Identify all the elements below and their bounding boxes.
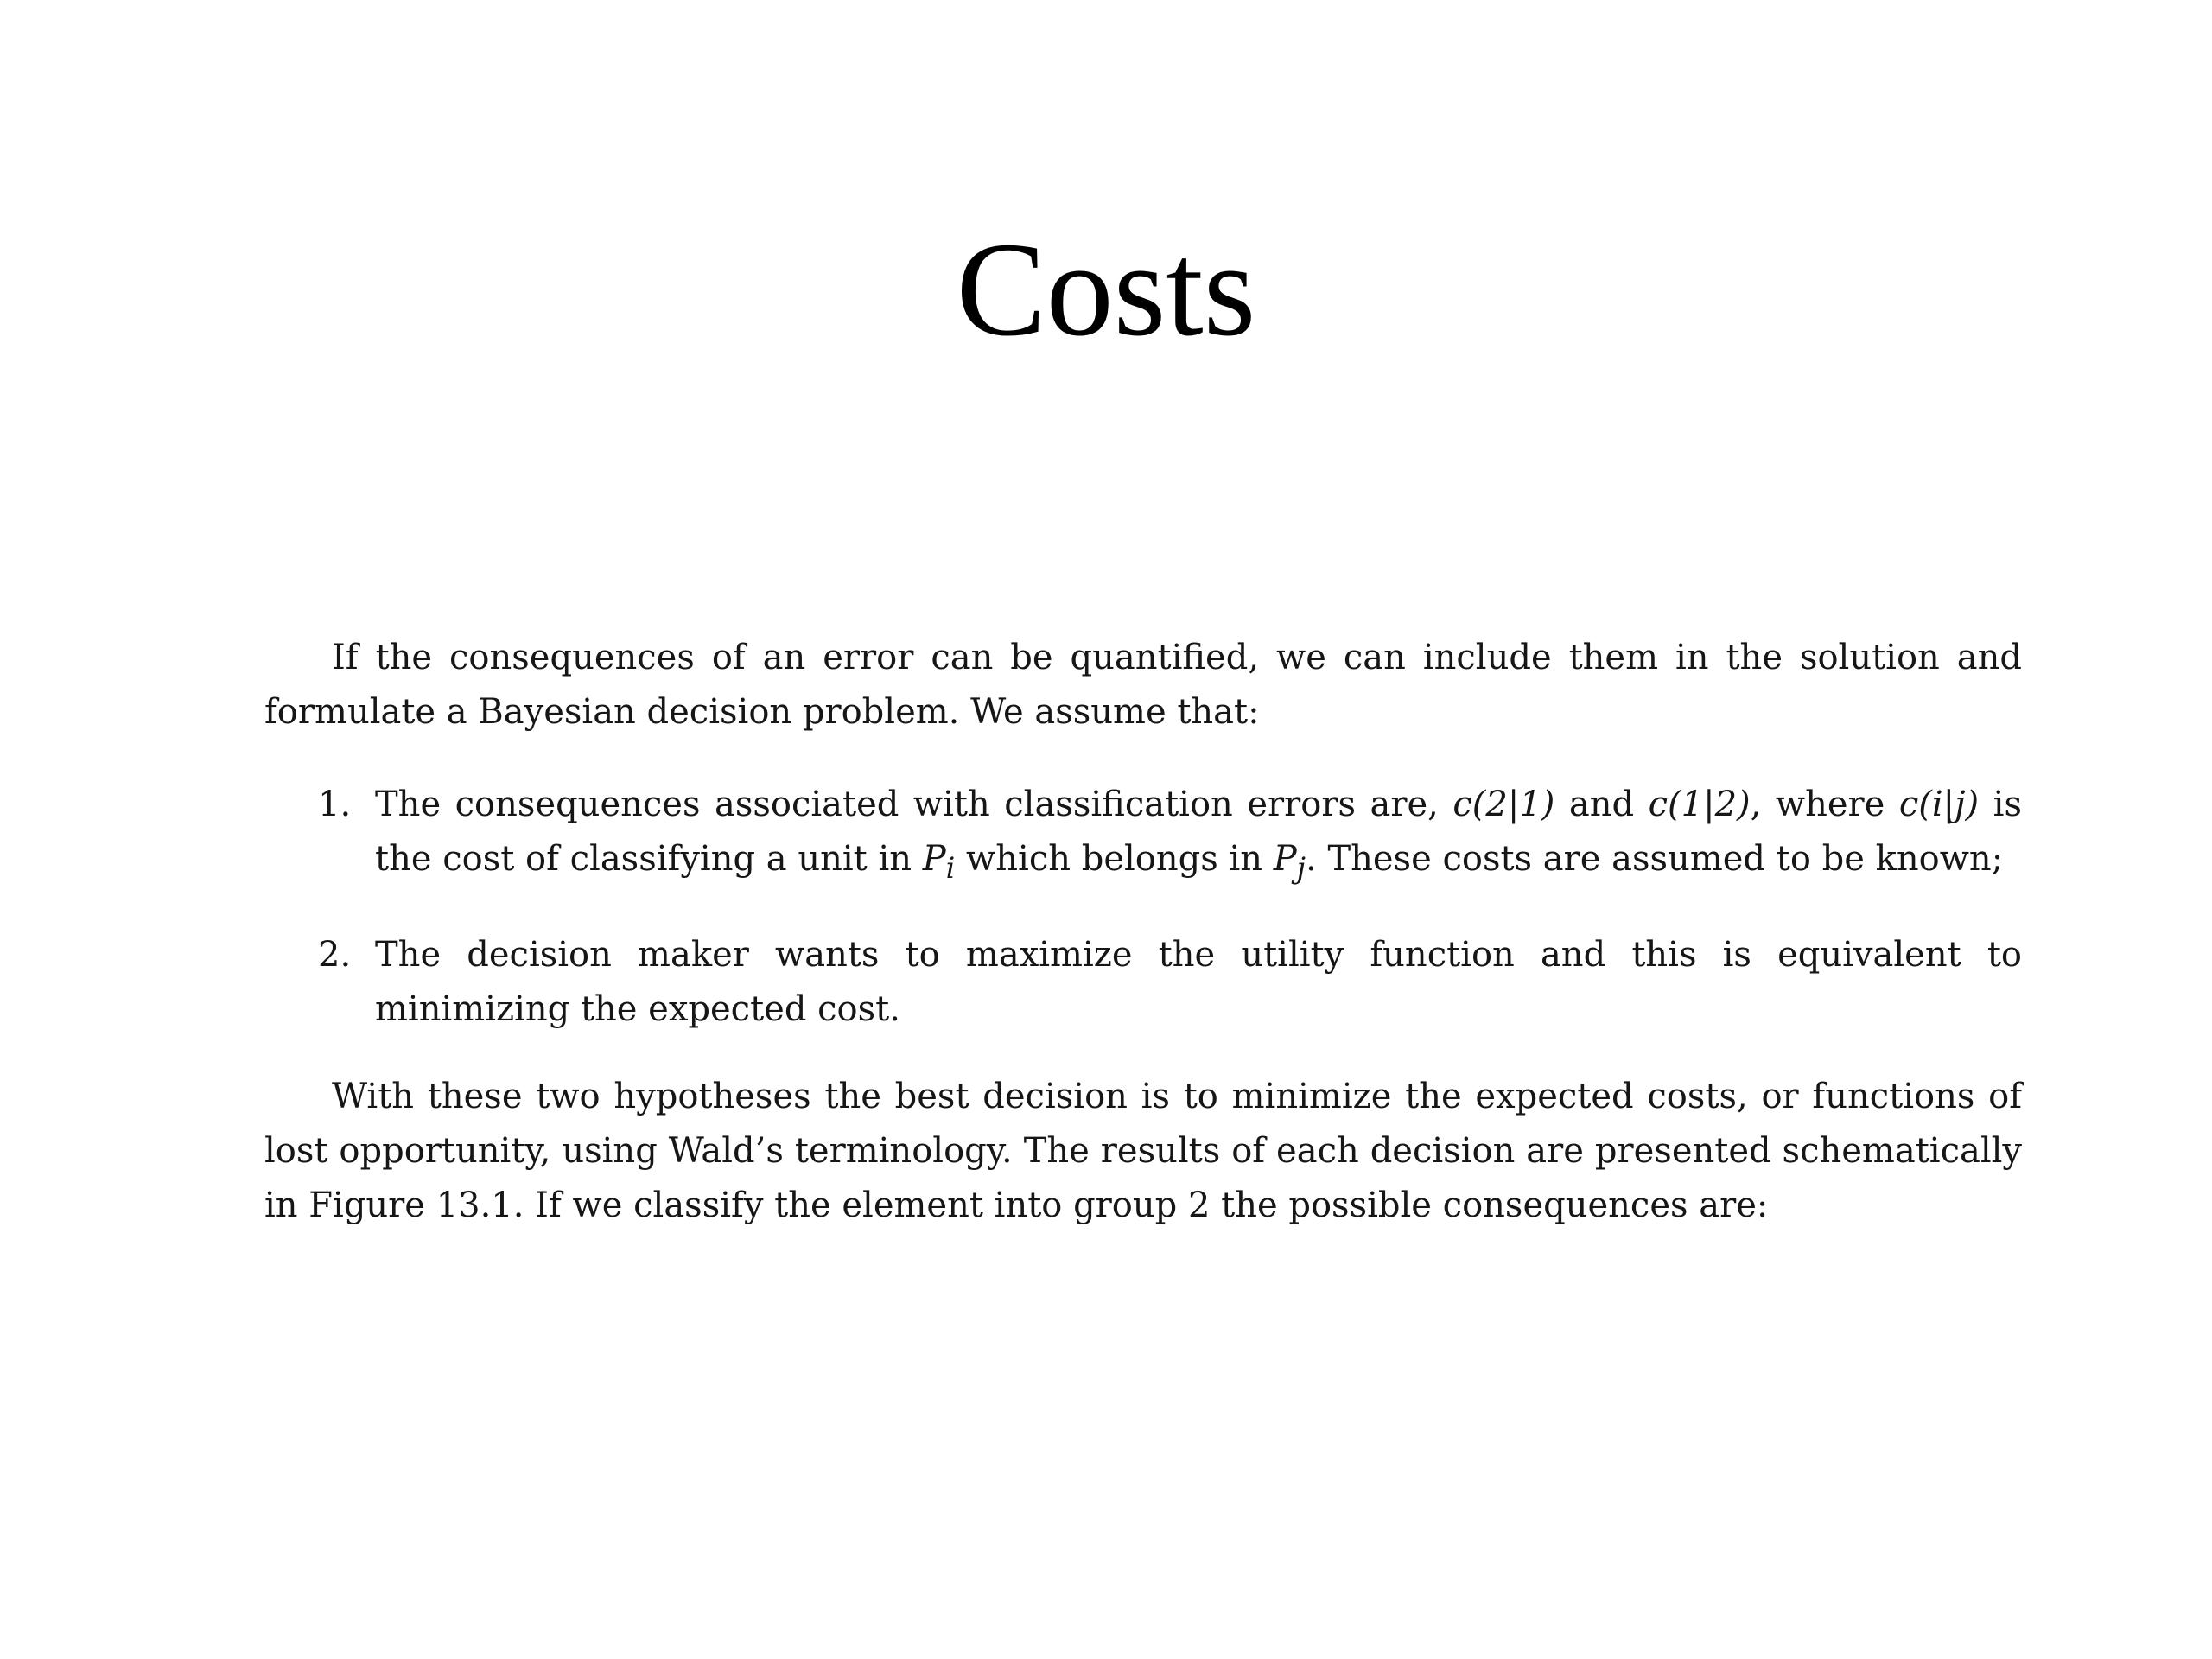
math-cost-1-2: c(1|2)	[1648, 785, 1751, 824]
list-item-text: is the cost of classifying a unit in	[375, 785, 2022, 879]
list-item-text: The decision maker wants to maximize the utility function and this is equivalent to minimizing the expected cost.	[375, 935, 2022, 1029]
math-p-j: P	[1273, 839, 1297, 879]
list-item-number: 2.	[318, 935, 352, 975]
list-item	[264, 928, 2022, 1037]
list-item	[264, 778, 2022, 895]
conclusion-paragraph: With these two hypotheses the best decision is to minimize the expected costs, or functions of lost opportunity, using Wald’s terminology. The results of each decision are presented schematically in Figure 13.1. If we classify the element into group 2 the possible consequences are:	[264, 1077, 2022, 1225]
math-cost-2-1: c(2|1)	[1452, 785, 1555, 824]
math-cost-i-j: c(i|j)	[1898, 785, 1980, 824]
intro-paragraph: If the consequences of an error can be quantified, we can include them in the solution and formulate a Bayesian decision problem. We assume that:	[264, 638, 2022, 732]
assumption-list	[264, 778, 2022, 1037]
list-item-number: 1.	[318, 785, 352, 824]
list-item-text: The consequences associated with classification errors are,	[375, 785, 1453, 824]
math-p-i: P	[922, 839, 946, 879]
list-item-text: . These costs are assumed to be known;	[1306, 839, 2004, 879]
math-subscript-i: i	[945, 851, 956, 885]
slide-body	[264, 631, 2022, 1233]
list-item-text: which belongs in	[955, 839, 1274, 879]
list-item-text: and	[1554, 785, 1649, 824]
math-subscript-j: j	[1296, 851, 1306, 885]
list-item-text: , where	[1750, 785, 1899, 824]
slide-title: Costs	[956, 214, 1256, 364]
